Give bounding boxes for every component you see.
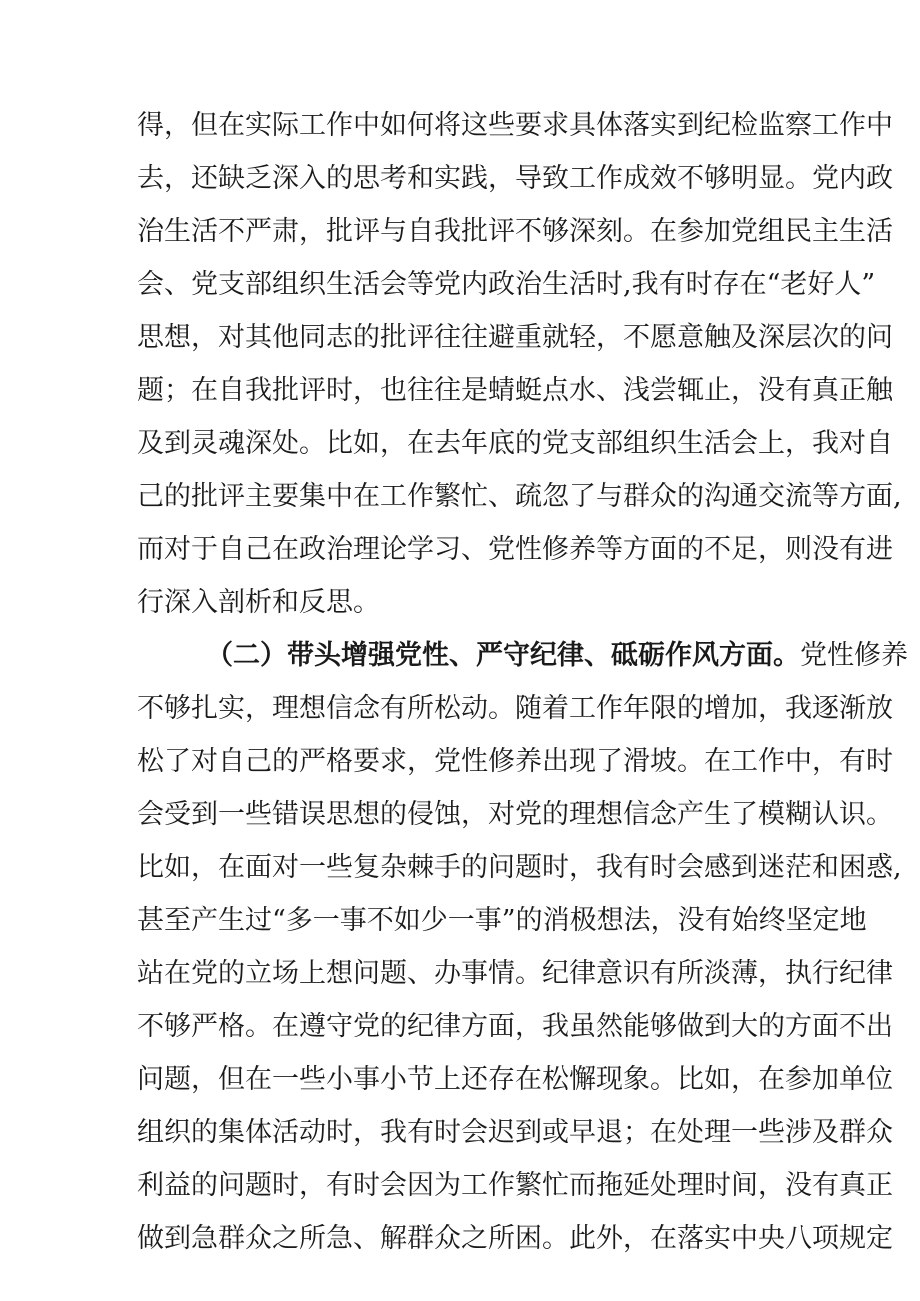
paragraph-line: 甚至产生过“多一事不如少一事”的消极想法，没有始终坚定地 <box>137 905 867 936</box>
paragraph-line: 治生活不严肃，批评与自我批评不够深刻。在参加党组民主生活 <box>137 216 893 247</box>
paragraph-line: 不够严格。在遵守党的纪律方面，我虽然能够做到大的方面不出 <box>137 1011 893 1042</box>
paragraph-line: 会受到一些错误思想的侵蚀，对党的理想信念产生了模糊认识。 <box>137 799 893 830</box>
paragraph-line: 站在党的立场上想问题、办事情。纪律意识有所淡薄，执行纪律 <box>137 958 893 989</box>
paragraph-line: 会、党支部组织生活会等党内政治生活时,我有时存在“老好人” <box>137 269 876 300</box>
paragraph-line: 己的批评主要集中在工作繁忙、疏忽了与群众的沟通交流等方面, <box>137 481 902 512</box>
paragraph-line: 及到灵魂深处。比如，在去年底的党支部组织生活会上，我对自 <box>137 428 893 459</box>
paragraph-line: 问题，但在一些小事小节上还存在松懈现象。比如，在参加单位 <box>137 1064 893 1095</box>
paragraph-line: 去，还缺乏深入的思考和实践，导致工作成效不够明显。党内政 <box>137 163 893 194</box>
paragraph-line: 思想，对其他同志的批评往往避重就轻，不愿意触及深层次的问 <box>137 322 893 353</box>
paragraph-line: 做到急群众之所急、解群众之所困。此外，在落实中央八项规定 <box>137 1223 893 1254</box>
paragraph-line: 不够扎实，理想信念有所松动。随着工作年限的增加，我逐渐放 <box>137 693 893 724</box>
paragraph-line: 而对于自己在政治理论学习、党性修养等方面的不足，则没有进 <box>137 534 893 565</box>
section-heading-line <box>206 636 908 676</box>
section-heading: （二）带头增强党性、严守纪律、砥砺作风方面。 <box>206 640 800 671</box>
paragraph-line: 得，但在实际工作中如何将这些要求具体落实到纪检监察工作中 <box>137 110 893 141</box>
paragraph-line: 松了对自己的严格要求，党性修养出现了滑坡。在工作中，有时 <box>137 746 893 777</box>
paragraph-line: 比如，在面对一些复杂棘手的问题时，我有时会感到迷茫和困惑, <box>137 852 902 883</box>
paragraph-line: 题；在自我批评时，也往往是蜻蜓点水、浅尝辄止，没有真正触 <box>137 375 893 406</box>
paragraph-line: 行深入剖析和反思。 <box>137 587 380 618</box>
paragraph-line: 组织的集体活动时，我有时会迟到或早退；在处理一些涉及群众 <box>137 1117 893 1148</box>
paragraph-line: 利益的问题时，有时会因为工作繁忙而拖延处理时间，没有真正 <box>137 1170 893 1201</box>
section-heading-rest: 党性修养 <box>800 640 908 671</box>
